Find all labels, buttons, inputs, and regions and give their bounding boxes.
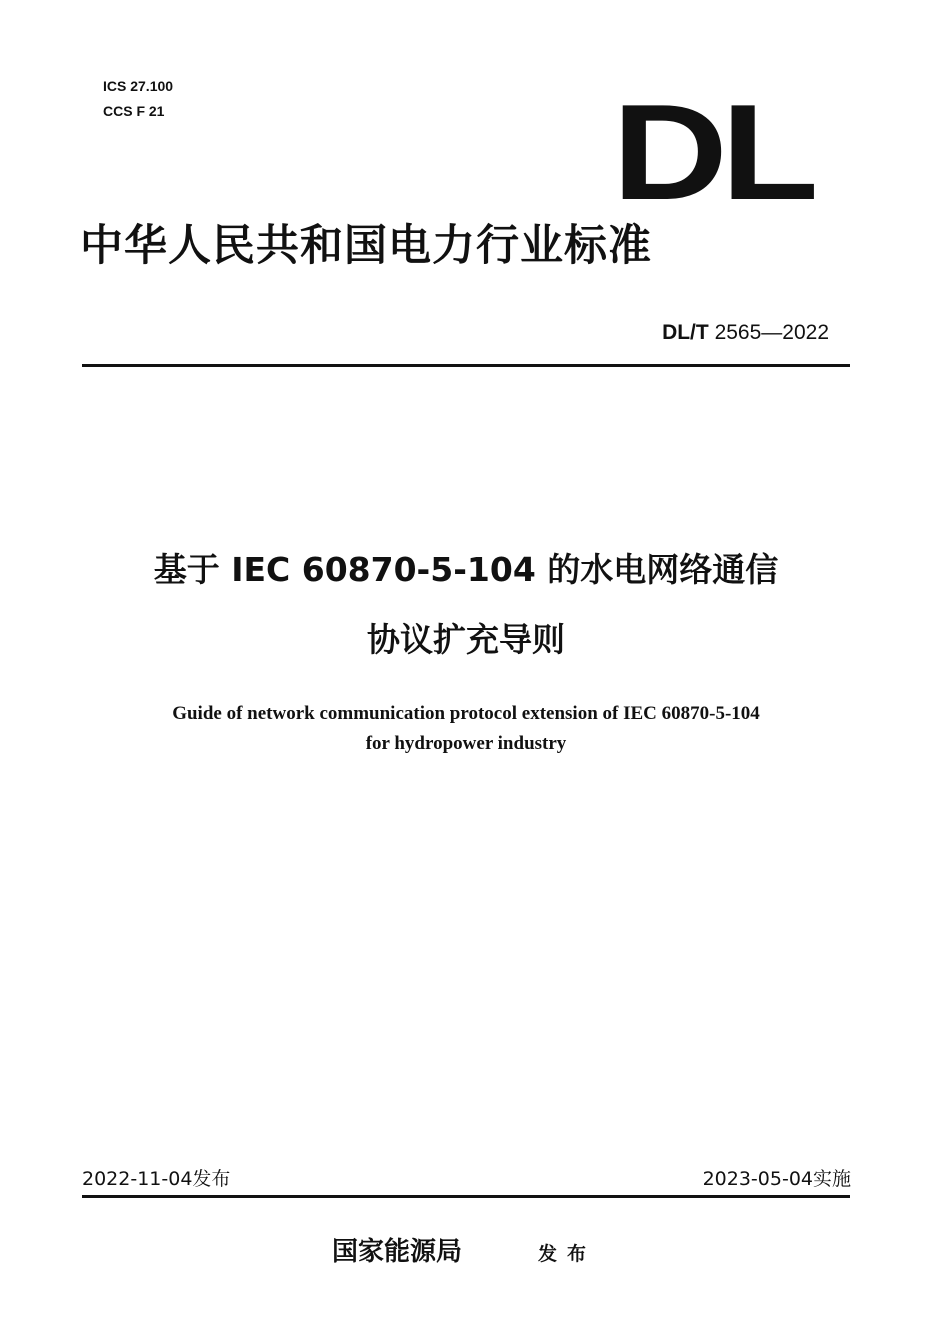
implementation-date: 2023-05-04实施 xyxy=(702,1168,851,1190)
classification-codes xyxy=(103,74,173,124)
english-title-line-2: for hydropower industry xyxy=(365,733,567,754)
standard-prefix: DL/T xyxy=(662,321,709,344)
chinese-title-line-1: 基于 IEC 60870-5-104 的水电网络通信 xyxy=(153,550,779,589)
standard-code: 2565—2022 xyxy=(714,321,829,344)
top-divider xyxy=(82,364,850,367)
ics-code: ICS 27.100 xyxy=(103,78,174,94)
issue-date: 2022-11-04发布 xyxy=(82,1168,231,1190)
standard-number xyxy=(662,320,829,346)
ccs-code: CCS F 21 xyxy=(103,103,165,119)
english-title-line-1: Guide of network communication protocol extension of IEC 60870-5-104 xyxy=(172,703,760,724)
publish-label: 发布 xyxy=(538,1243,597,1265)
publisher-name: 国家能源局 xyxy=(332,1237,463,1267)
industry-standard-title: 中华人民共和国电力行业标准 xyxy=(80,221,652,271)
dl-logo: DL xyxy=(612,76,812,228)
chinese-title-line-2: 协议扩充导则 xyxy=(367,620,565,659)
bottom-divider xyxy=(82,1195,850,1198)
